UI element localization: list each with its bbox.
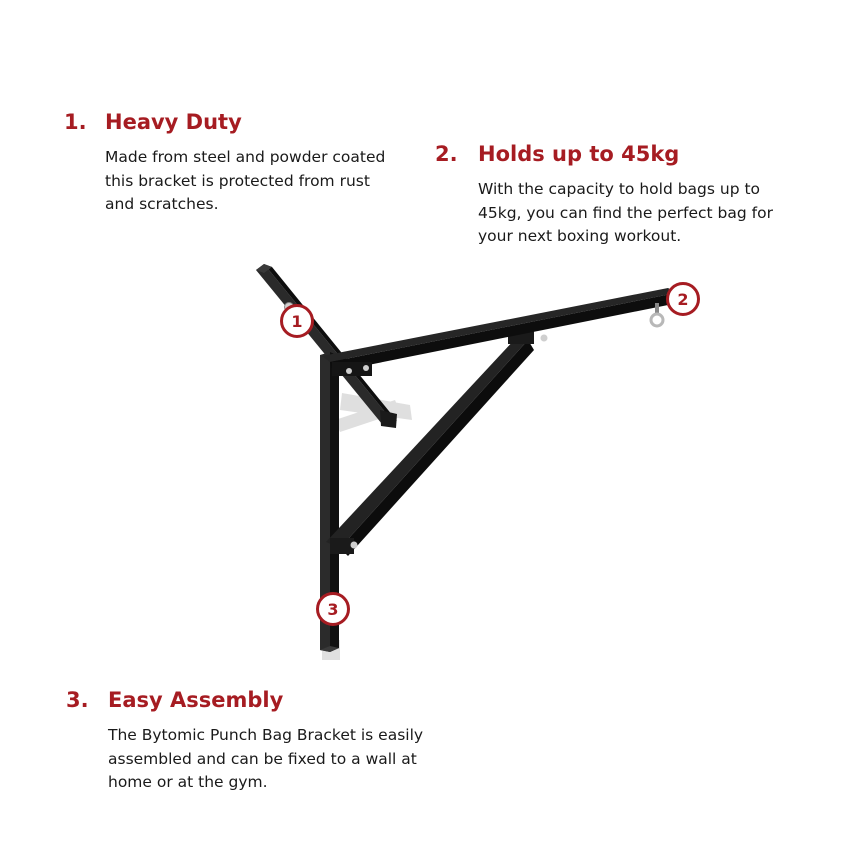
callout-number: 1 — [291, 312, 303, 331]
feature-description: Made from steel and powder coated this bracket is protected from rust and scratches. — [105, 148, 386, 213]
callout-3 — [318, 594, 349, 625]
feature-description: With the capacity to hold bags up to 45kg, you can find the perfect bag for your next boxing workout. — [478, 180, 773, 245]
callout-number: 3 — [327, 600, 339, 619]
feature-title: Heavy Duty — [105, 110, 242, 134]
feature-title: Holds up to 45kg — [478, 142, 680, 166]
feature-number: 1. — [64, 110, 87, 134]
feature-description: The Bytomic Punch Bag Bracket is easily assembled and can be fixed to a wall at home or at the gym. — [108, 726, 424, 791]
feature-number: 3. — [66, 688, 89, 712]
callout-2 — [668, 284, 699, 315]
feature-number: 2. — [435, 142, 458, 166]
callout-1 — [282, 306, 313, 337]
feature-title: Easy Assembly — [108, 688, 284, 712]
callout-number: 2 — [677, 290, 689, 309]
